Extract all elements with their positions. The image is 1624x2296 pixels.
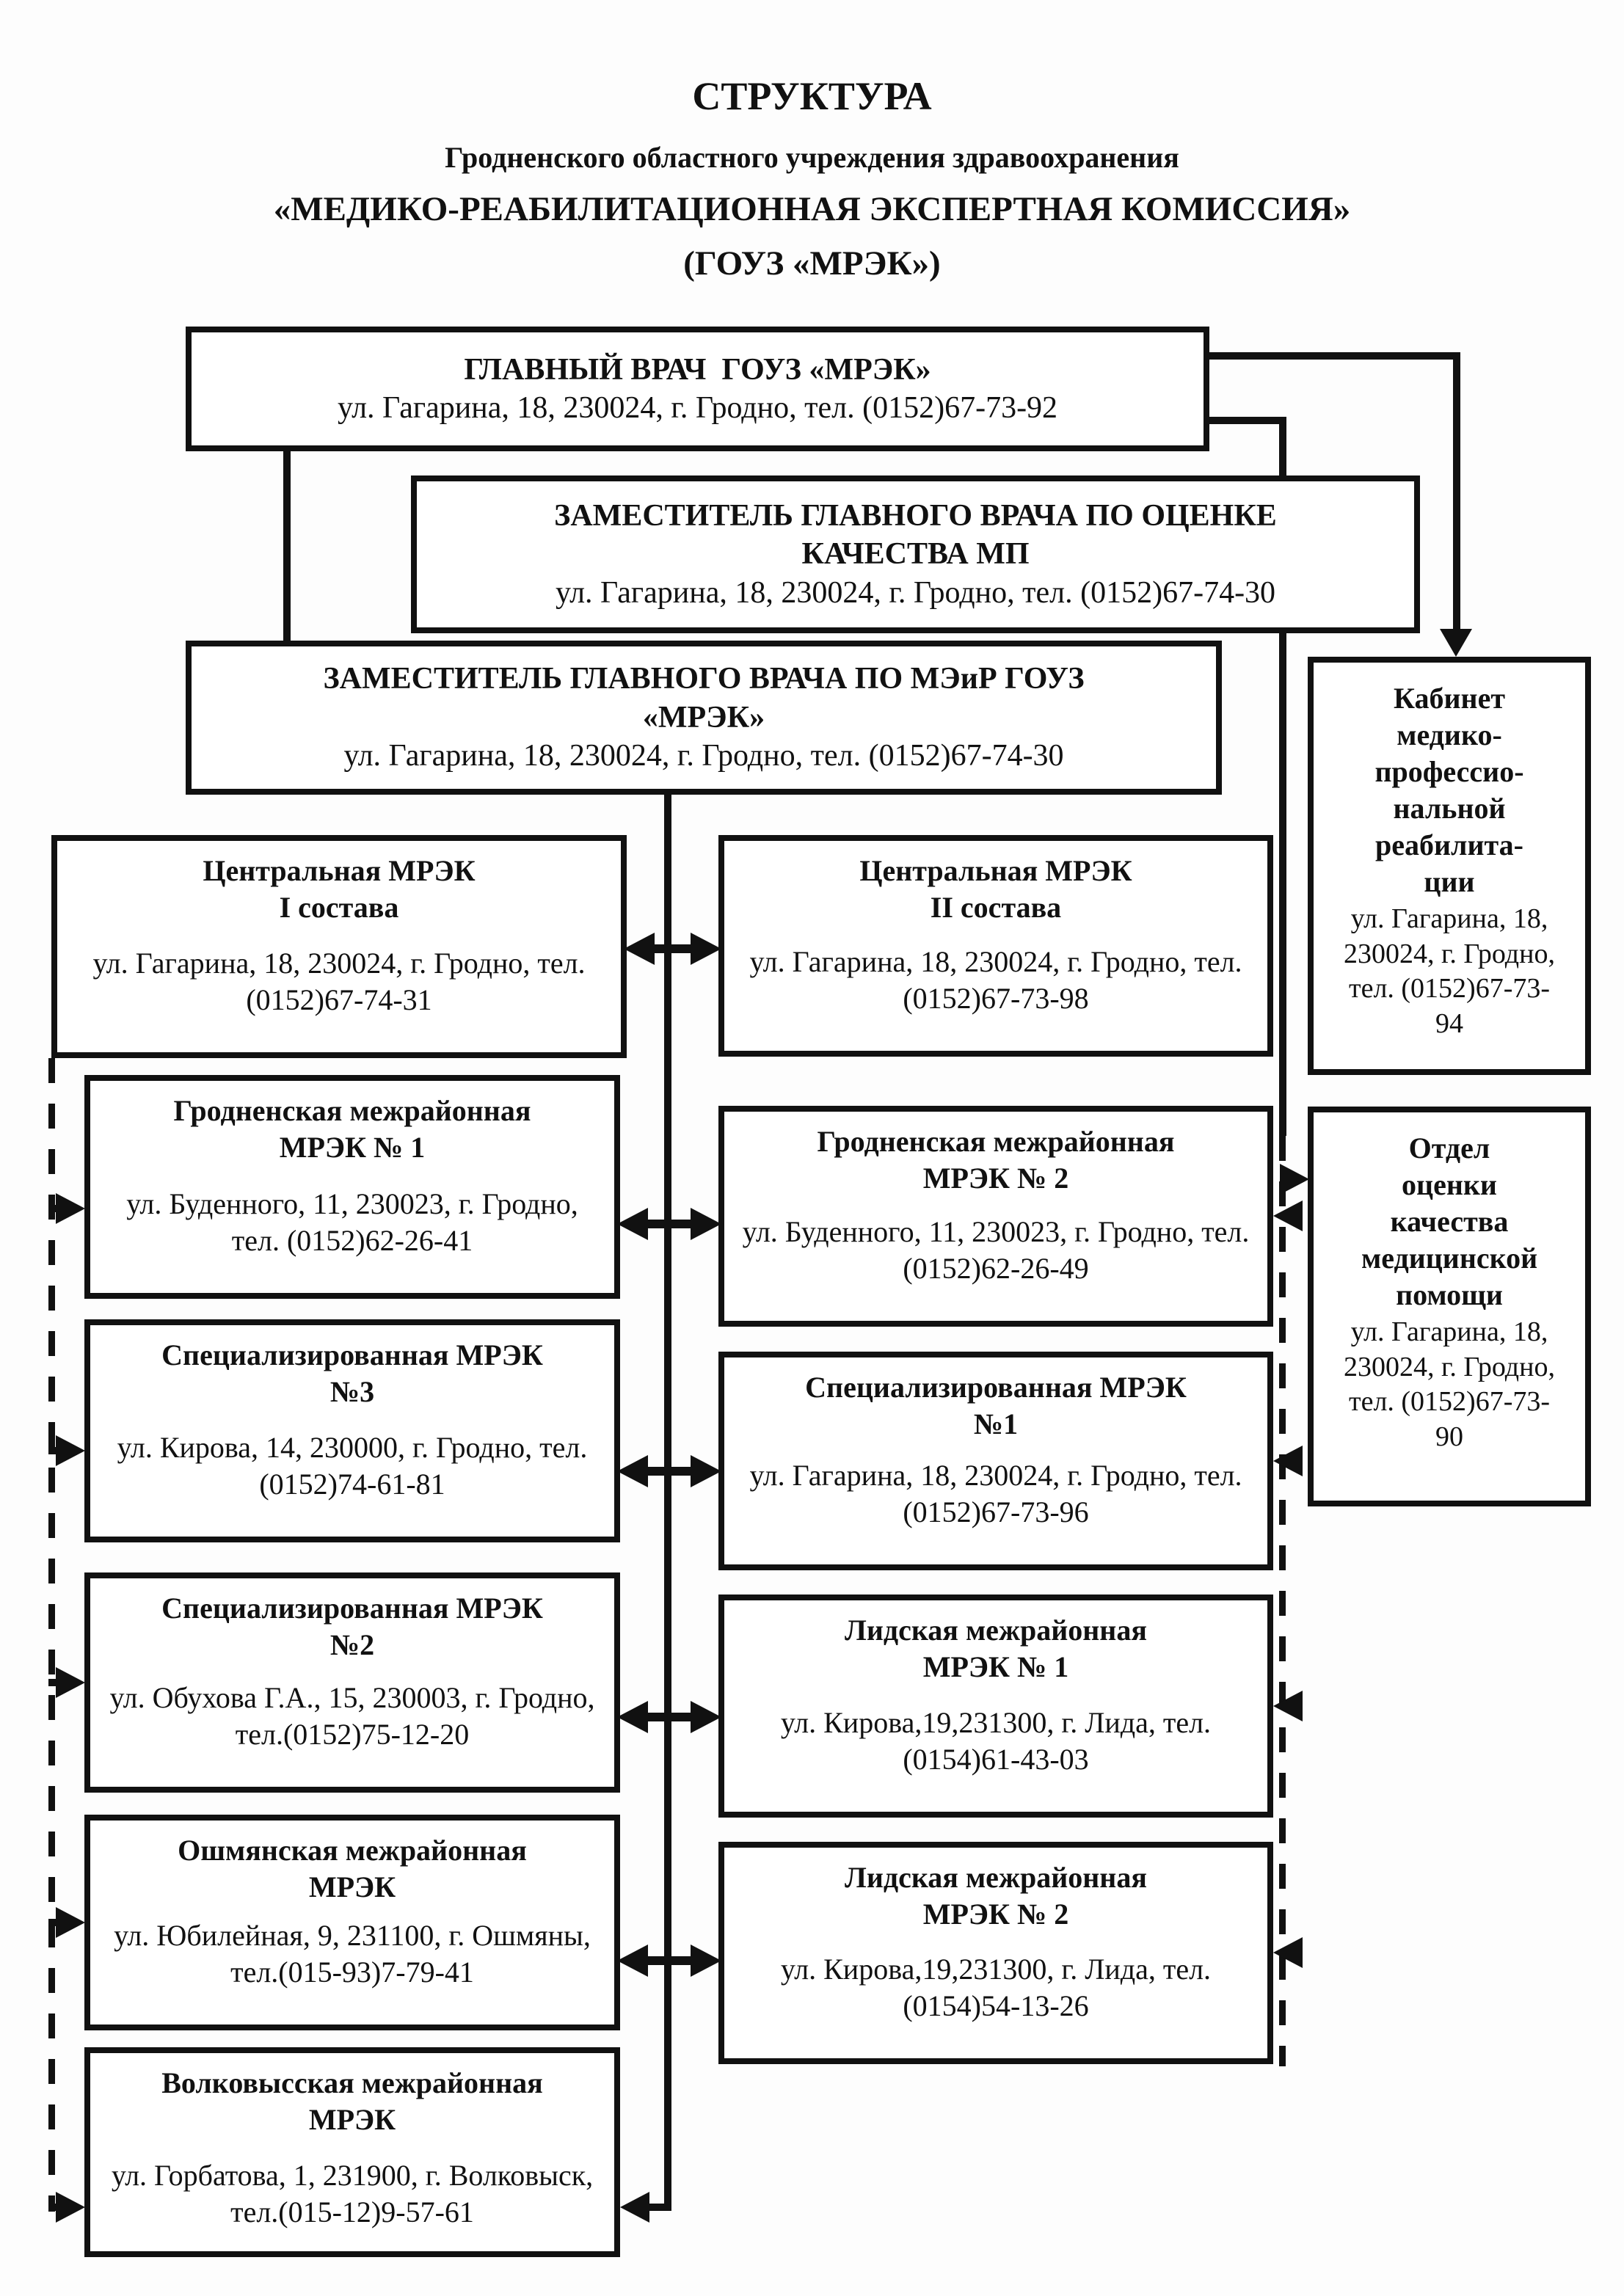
box-title (178, 1832, 527, 1906)
deputy-quality-title: ЗАМЕСТИТЕЛЬ ГЛАВНОГО ВРАЧА ПО ОЦЕНКЕ КАЧЕСТВА МП (554, 498, 1277, 572)
connector-center-spine (664, 792, 671, 2211)
box-title (818, 1123, 1175, 1197)
box-subtitle-line: МРЭК (308, 1870, 396, 1903)
box-address: ул. Гагарина, 18, 230024, г. Гродно, тел. (0152)67-73-96 (749, 1459, 1242, 1528)
arrow-left-into-lida-mrek2-icon (1273, 1937, 1303, 1968)
double-arrow-row5 (617, 1945, 721, 1977)
box-deputy-quality (411, 475, 1420, 633)
box-title-line: Ошмянская межрайонная (178, 1834, 527, 1867)
box-address: ул. Обухова Г.А., 15, 230003, г. Гродно, тел.(0152)75-12-20 (109, 1681, 595, 1751)
connector-chief-to-cabinet-h (1209, 352, 1460, 360)
box-spec-mrek-2 (84, 1572, 620, 1793)
arrow-right-into-grodno-mrek1-icon (56, 1193, 85, 1224)
box-subtitle-line: МРЭК № 1 (279, 1131, 426, 1164)
deputy-quality-address: ул. Гагарина, 18, 230024, г. Гродно, тел. (0152)67-74-30 (555, 575, 1276, 610)
connector-chief-to-deputy-quality-h (1209, 417, 1286, 424)
connector-right-vertical-dashed (1279, 1136, 1286, 2066)
box-quality-department (1308, 1107, 1591, 1506)
connector-left-vertical-dashed (48, 1058, 55, 2212)
box-volkovysk-mrek (84, 2047, 620, 2257)
double-arrow-row2 (617, 1208, 721, 1240)
deputy-meir-address: ул. Гагарина, 18, 230024, г. Гродно, тел. (0152)67-74-30 (343, 739, 1064, 773)
box-title-line: Специализированная МРЭК (161, 1592, 543, 1625)
deputy-meir-title: ЗАМЕСТИТЕЛЬ ГЛАВНОГО ВРАЧА ПО МЭиР ГОУЗ «МРЭК» (323, 662, 1085, 735)
box-title (845, 1612, 1147, 1685)
box-address: ул. Гагарина, 18, 230024, г. Гродно, тел.(0152)67-73-98 (749, 945, 1242, 1015)
box-title (161, 2065, 543, 2138)
box-subtitle-line: №1 (973, 1407, 1019, 1440)
arrow-left-into-spec-mrek1-icon (1273, 1446, 1303, 1476)
box-central-mrek-2 (718, 835, 1273, 1057)
connector-chief-to-deputy-quality-v (1279, 417, 1286, 478)
box-address: ул. Юбилейная, 9, 231100, г. Ошмяны, тел.(015-93)7-79-41 (114, 1919, 591, 1989)
arrow-right-into-spec-mrek3-icon (56, 1435, 85, 1466)
box-lida-mrek-2 (718, 1842, 1273, 2064)
arrow-right-into-quality-dept-icon (1280, 1164, 1309, 1195)
box-title-line: Центральная МРЭК (203, 854, 476, 887)
box-title-line: Специализированная МРЭК (161, 1338, 543, 1371)
box-subtitle-line: МРЭК № 2 (922, 1898, 1069, 1931)
chief-doctor-title: ГЛАВНЫЙ ВРАЧ ГОУЗ «МРЭК» (464, 352, 931, 387)
chief-doctor-address: ул. Гагарина, 18, 230024, г. Гродно, тел. (0152)67-73-92 (337, 391, 1058, 425)
connector-chief-to-cabinet-v (1453, 352, 1460, 630)
box-title (845, 1859, 1147, 1933)
box-title (161, 1337, 543, 1410)
box-title (805, 1369, 1187, 1443)
box-deputy-meir (186, 641, 1222, 795)
quality-department-title: Отдел оценки качества медицинской помощи (1361, 1131, 1538, 1311)
box-chief-doctor (186, 327, 1209, 451)
box-address: ул. Кирова, 14, 230000, г. Гродно, тел. (0152)74-61-81 (117, 1431, 588, 1501)
box-address: ул. Буденного, 11, 230023, г. Гродно, тел. (0152)62-26-41 (126, 1187, 578, 1257)
box-title-line: Волковысская межрайонная (161, 2066, 543, 2099)
box-address: ул. Буденного, 11, 230023, г. Гродно, тел. (0152)62-26-49 (742, 1215, 1250, 1285)
arrow-right-into-spec-mrek2-icon (56, 1667, 85, 1698)
quality-department-address: ул. Гагарина, 18, 230024, г. Гродно, тел. (0152)67-73-90 (1344, 1316, 1555, 1452)
box-grodno-mrek-1 (84, 1075, 620, 1299)
box-subtitle-line: II состава (930, 891, 1062, 924)
box-address: ул. Кирова,19,231300, г. Лида, тел. (0154)54-13-26 (780, 1953, 1212, 2022)
box-title (859, 853, 1132, 926)
box-title (203, 853, 475, 926)
box-title-line: Гродненская межрайонная (817, 1125, 1175, 1158)
box-subtitle-line: №3 (329, 1375, 375, 1408)
page-subtitle-abbrev: (ГОУЗ «МРЭК») (683, 244, 941, 283)
box-lida-mrek-1 (718, 1595, 1273, 1818)
page-subtitle-commission: «МЕДИКО-РЕАБИЛИТАЦИОННАЯ ЭКСПЕРТНАЯ КОМИССИЯ» (273, 190, 1351, 228)
connector-right-vertical-solid (1279, 630, 1286, 1136)
box-title-line: Гродненская межрайонная (173, 1094, 531, 1127)
page-title: СТРУКТУРА (692, 74, 932, 118)
arrow-right-into-oshmyany-icon (56, 1907, 85, 1938)
box-grodno-mrek-2 (718, 1106, 1273, 1327)
cabinet-address: ул. Гагарина, 18, 230024, г. Гродно, тел. (0152)67-73-94 (1344, 903, 1555, 1039)
double-arrow-row3 (617, 1455, 721, 1487)
box-title-line: Лидская межрайонная (845, 1614, 1147, 1647)
box-title (174, 1093, 531, 1166)
box-spec-mrek-1 (718, 1352, 1273, 1570)
arrow-left-into-grodno-mrek2-icon (1273, 1200, 1303, 1231)
box-address: ул. Кирова,19,231300, г. Лида, тел. (0154)61-43-03 (780, 1706, 1212, 1776)
connector-chief-to-deputy-meir (283, 449, 291, 644)
box-subtitle-line: №2 (329, 1628, 375, 1661)
arrow-left-into-volkovysk-icon (620, 2192, 649, 2223)
box-oshmyany-mrek (84, 1815, 620, 2030)
box-subtitle-line: МРЭК № 2 (922, 1162, 1069, 1195)
box-central-mrek-1 (51, 835, 627, 1058)
cabinet-title: Кабинет медико-профессио-нальной реабилита-ции (1374, 682, 1524, 898)
box-subtitle-line: I состава (279, 891, 399, 924)
arrow-right-into-volkovysk-icon (56, 2192, 85, 2223)
box-subtitle-line: МРЭК № 1 (922, 1650, 1069, 1683)
box-title-line: Лидская межрайонная (845, 1861, 1147, 1894)
arrow-left-into-lida-mrek1-icon (1273, 1691, 1303, 1721)
box-title (161, 1590, 543, 1663)
box-subtitle-line: МРЭК (308, 2103, 396, 2136)
box-title-line: Специализированная МРЭК (805, 1371, 1187, 1404)
page-subtitle-org: Гродненского областного учреждения здравоохранения (445, 141, 1179, 174)
box-spec-mrek-3 (84, 1319, 620, 1542)
box-cabinet-rehabilitation (1308, 657, 1591, 1075)
box-title-line: Центральная МРЭК (859, 854, 1132, 887)
box-address: ул. Гагарина, 18, 230024, г. Гродно, тел. (0152)67-74-31 (92, 947, 586, 1016)
double-arrow-row4 (617, 1701, 721, 1733)
double-arrow-row1 (624, 933, 721, 965)
box-address: ул. Горбатова, 1, 231900, г. Волковыск, тел.(015-12)9-57-61 (111, 2159, 594, 2228)
arrow-down-into-cabinet-icon (1440, 629, 1472, 657)
